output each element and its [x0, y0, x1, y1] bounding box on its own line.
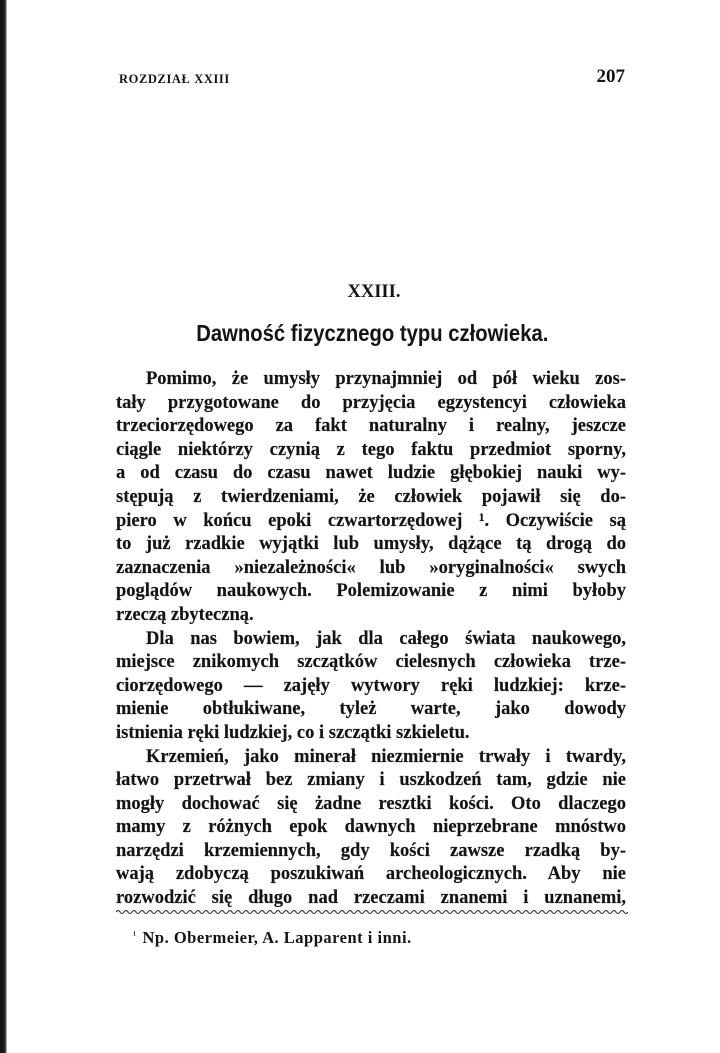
footnote-separator-rule: [116, 908, 628, 916]
text-line: to już rzadkie wyjątki lub umysły, dążące tą drogą do: [116, 534, 626, 555]
text-line: rzeczą zbyteczną.: [116, 604, 254, 625]
page-header: [119, 66, 625, 96]
text-line: ciągle niektórzy czynią z tego faktu przedmiot sporny,: [116, 439, 626, 460]
running-head: ROZDZIAŁ XXIII: [119, 72, 230, 86]
footnote: [133, 928, 412, 948]
text-line: poglądów naukowych. Polemizowanie z nimi byłoby: [116, 581, 626, 602]
text-line: Dla nas bowiem, jak dla całego świata naukowego,: [146, 628, 626, 649]
body-text: [116, 368, 626, 911]
text-line: łatwo przetrwał bez zmiany i uszkodzeń tam, gdzie nie: [116, 770, 626, 791]
text-line: rozwodzić się długo nad rzeczami znanemi i uznanemi,: [116, 888, 626, 909]
text-line: istnienia ręki ludzkiej, co i szczątki szkieletu.: [116, 722, 470, 743]
text-line: mamy z różnych epok dawnych nieprzebrane mnóstwo: [116, 817, 626, 838]
text-line: mogły dochować się żadne resztki kości. Oto dlaczego: [116, 793, 626, 814]
text-line: a od czasu do czasu nawet ludzie głębokiej nauki wy-: [116, 463, 626, 484]
text-line: miejsce znikomych szczątków cielesnych człowieka trze-: [116, 652, 626, 673]
text-line: wają zdobyczą poszukiwań archeologicznych. Aby nie: [116, 864, 626, 885]
text-line: zaznaczenia »niezależności« lub »oryginalności« swych: [116, 557, 626, 578]
chapter-title: Dawność fizycznego typu człowieka.: [196, 320, 549, 346]
text-line: tały przygotowane do przyjęcia egzystencyi człowieka: [116, 392, 626, 413]
text-line: mienie obtłukiwane, tyleż warte, jako dowody: [116, 699, 626, 720]
text-line: narzędzi krzemiennych, gdy kości zawsze rzadką by-: [116, 840, 626, 861]
footnote-text: Np. Obermeier, A. Lapparent i inni.: [142, 928, 412, 947]
page-spine-shadow: [0, 0, 7, 1053]
text-line: trzeciorzędowego za fakt naturalny i realny, jeszcze: [116, 416, 626, 437]
text-line: Krzemień, jako minerał niezmiernie trwały i twardy,: [146, 746, 626, 767]
page-number: 207: [596, 66, 625, 87]
text-line: piero w końcu epoki czwartorzędowej ¹. Oczywiście są: [116, 510, 626, 531]
text-line: Pomimo, że umysły przynajmniej od pół wieku zos-: [146, 369, 626, 389]
text-line: ciorzędowego — zajęły wytwory ręki ludzkiej: krze-: [116, 675, 626, 696]
footnote-marker: ¹: [133, 930, 137, 941]
chapter-number: XXIII.: [347, 282, 401, 302]
text-line: stępują z twierdzeniami, że człowiek pojawił się do-: [116, 486, 626, 507]
